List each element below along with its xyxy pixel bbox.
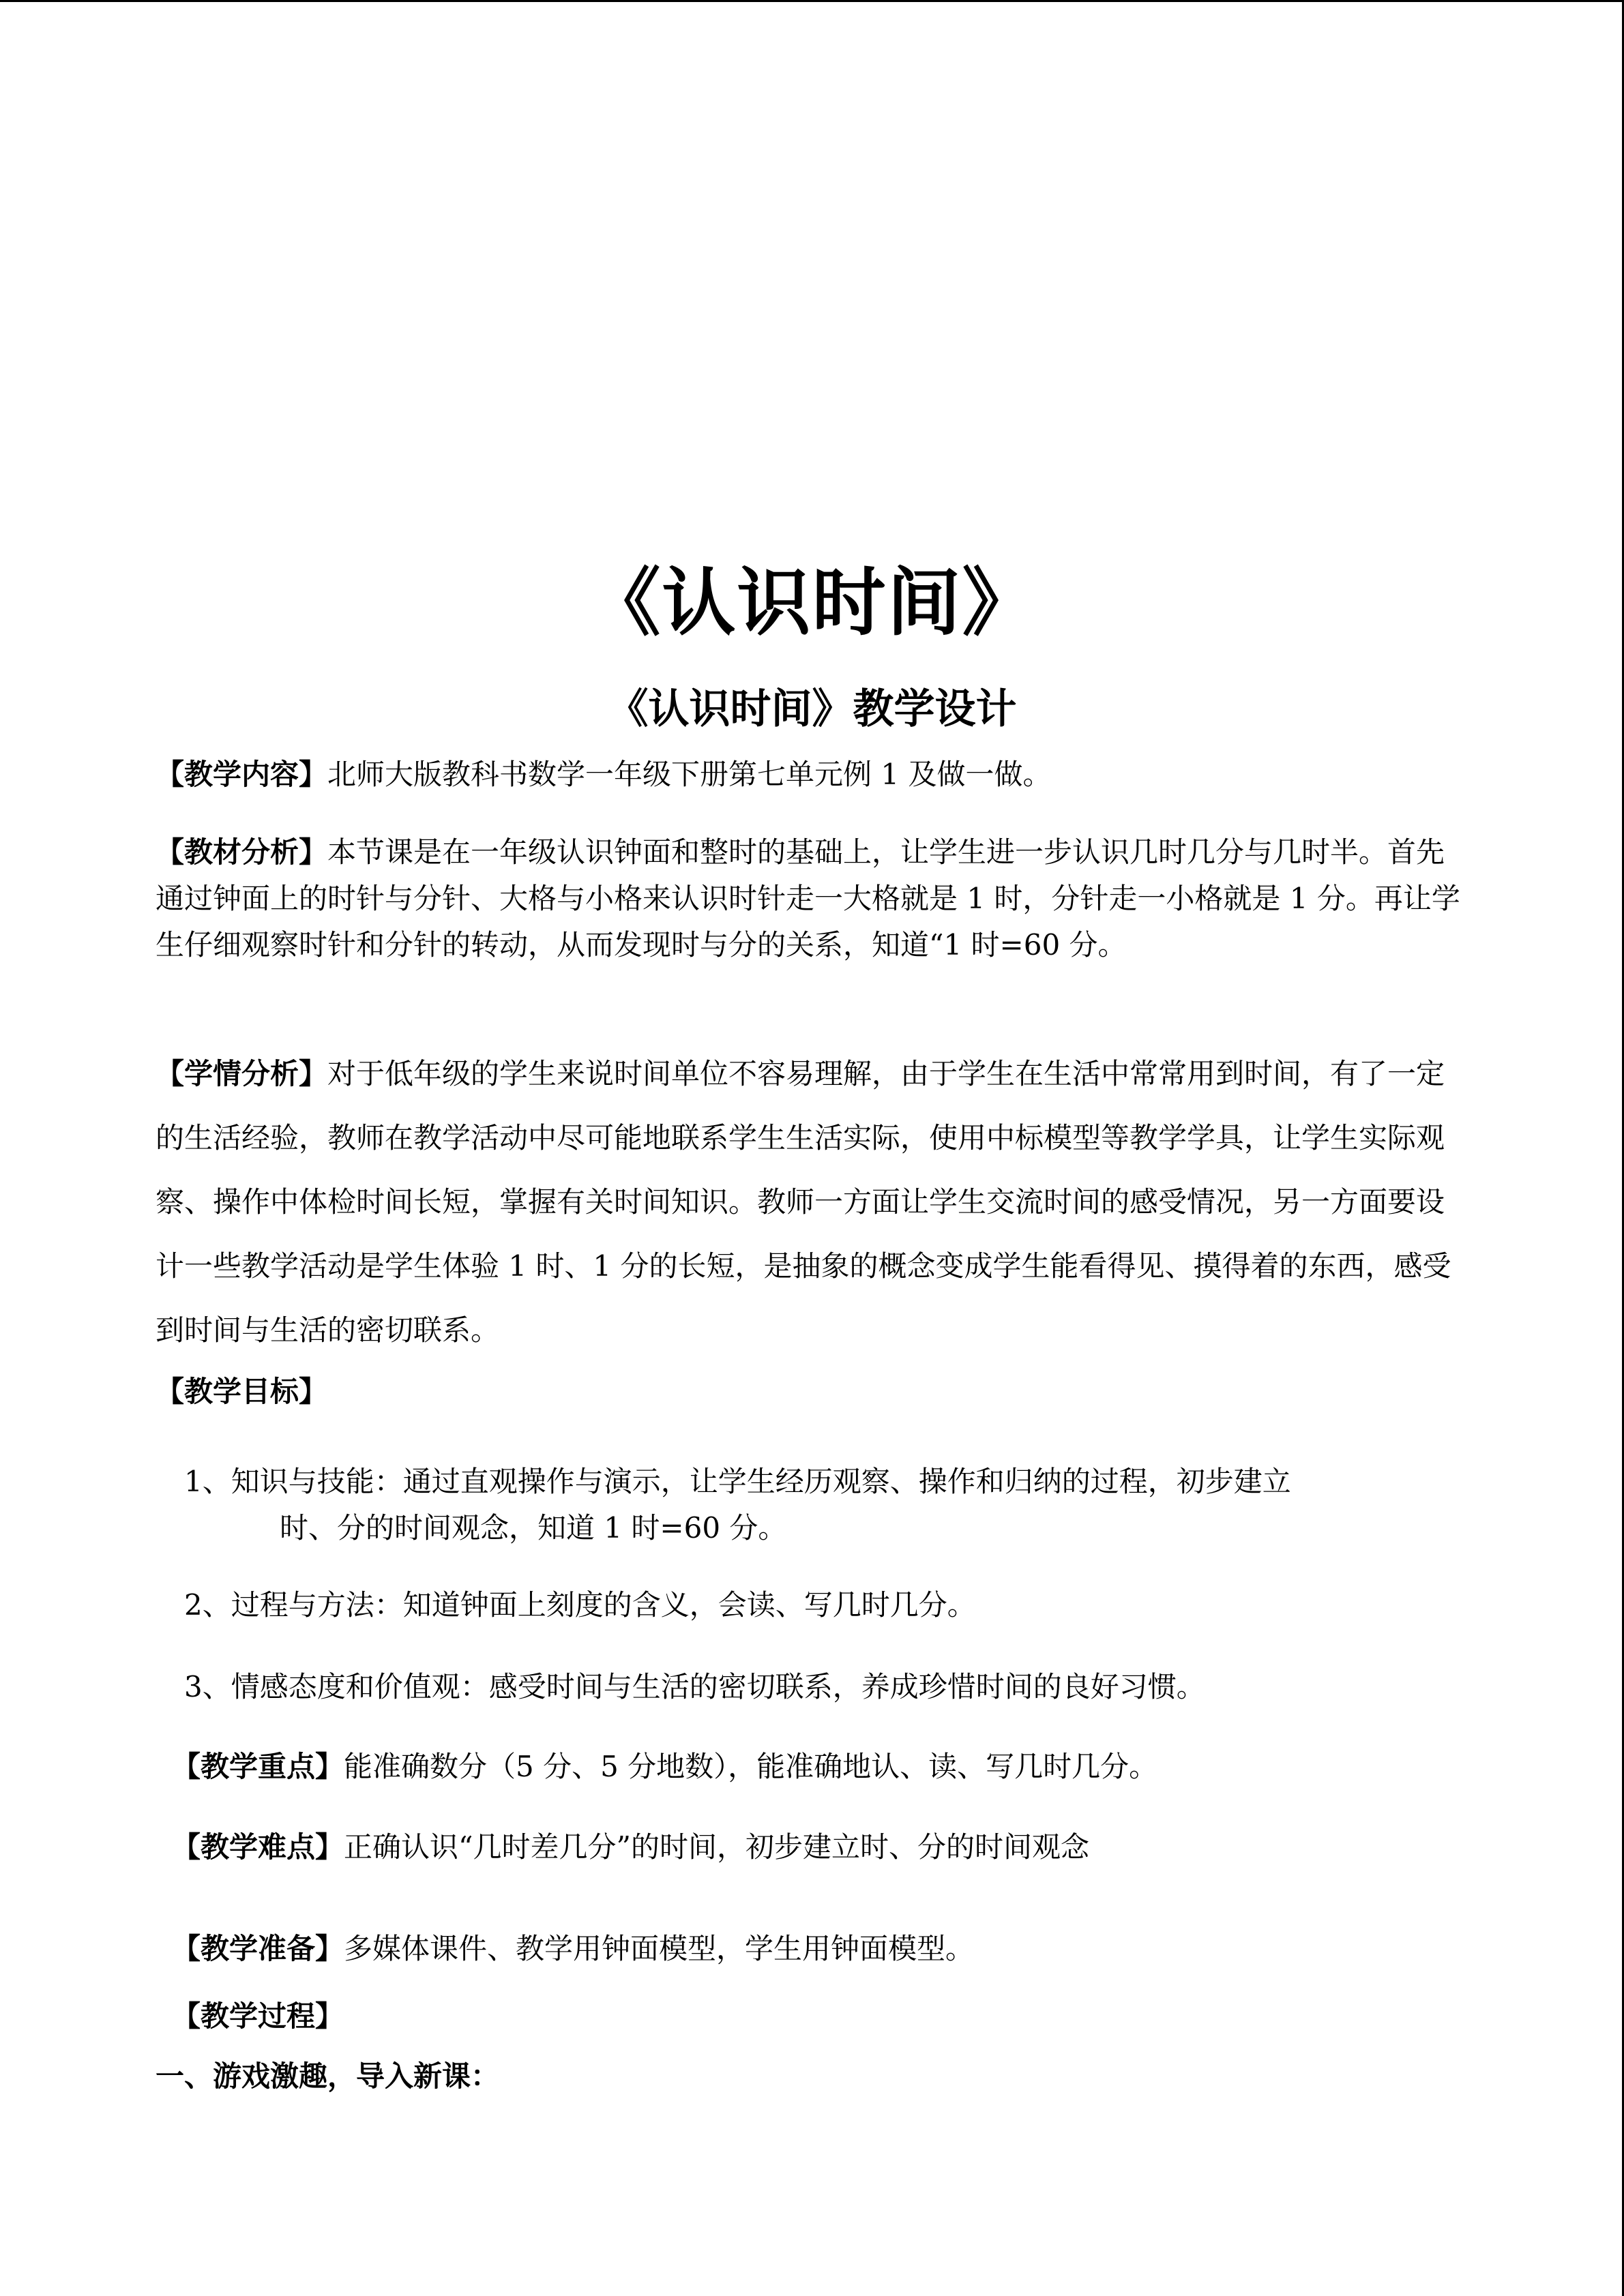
top-border-line [0,0,1624,2]
student-analysis-label: 【学情分析】 [156,1057,328,1090]
page-title: 《认识时间》 [587,561,1037,646]
goal-text-continued: 时、分的时间观念，知道 1 时=60 分。 [280,1511,787,1545]
key-points-text: 能准确数分（5 分、5 分地数），能准确地认、读、写几时几分。 [344,1750,1158,1783]
teaching-content-text: 北师大版教科书数学一年级下册第七单元例 1 及做一做。 [327,758,1052,791]
preparation-text: 多媒体课件、教学用钟面模型，学生用钟面模型。 [344,1932,975,1965]
goal-number: 2、 [184,1588,231,1622]
teaching-goals-label: 【教学目标】 [156,1375,328,1408]
difficulty-label: 【教学难点】 [172,1830,344,1864]
teaching-content-label: 【教学内容】 [156,758,328,791]
goal-number: 1、 [184,1465,231,1498]
material-analysis-label: 【教材分析】 [156,835,328,869]
difficulty-text: 正确认识“几时差几分”的时间，初步建立时、分的时间观念 [344,1830,1089,1864]
goal-text: 情感态度和价值观：感受时间与生活的密切联系，养成珍惜时间的良好习惯。 [231,1670,1205,1703]
preparation-label: 【教学准备】 [172,1932,344,1965]
material-analysis-paragraph [156,829,1472,968]
key-points-paragraph [172,1744,1488,1790]
difficulty-paragraph [172,1824,1488,1870]
goal-item-3 [184,1664,1480,1710]
student-analysis-paragraph [156,1042,1472,1362]
teaching-content-paragraph [156,751,1472,798]
material-analysis-text: 本节课是在一年级认识钟面和整时的基础上，让学生进一步认识几时几分与几时半。首先通过钟面上的时针与分针、大格与小格来认识时针走一大格就是 1 时，分针走一小格就是 1 分。再让学生仔细观察时针和分针的转动，从而发现时与分的关系，知道“1 时=60 分。 [156,835,1460,961]
goal-number: 3、 [184,1670,231,1703]
page-subtitle: 《认识时间》教学设计 [607,685,1017,733]
section-heading-part-1: 一、游戏激趣，导入新课： [156,2059,500,2093]
teaching-process-label: 【教学过程】 [172,1999,344,2033]
preparation-paragraph [172,1926,1488,1972]
goal-item-1 [184,1459,1480,1551]
goal-text: 知识与技能：通过直观操作与演示，让学生经历观察、操作和归纳的过程，初步建立 [231,1465,1291,1498]
student-analysis-text: 对于低年级的学生来说时间单位不容易理解，由于学生在生活中常常用到时间，有了一定的生活经验，教师在教学活动中尽可能地联系学生生活实际，使用中标模型等教学学具，让学生实际观察、操作中体检时间长短，掌握有关时间知识。教师一方面让学生交流时间的感受情况，另一方面要设计一些教学活动是学生体验 1 时、1 分的长短，是抽象的概念变成学生能看得见、摸得着的东西，感受到时间与生活的密切联系。 [156,1057,1451,1347]
goal-text: 过程与方法：知道钟面上刻度的含义，会读、写几时几分。 [231,1588,976,1622]
key-points-label: 【教学重点】 [172,1750,344,1783]
goal-item-2 [184,1582,1480,1628]
